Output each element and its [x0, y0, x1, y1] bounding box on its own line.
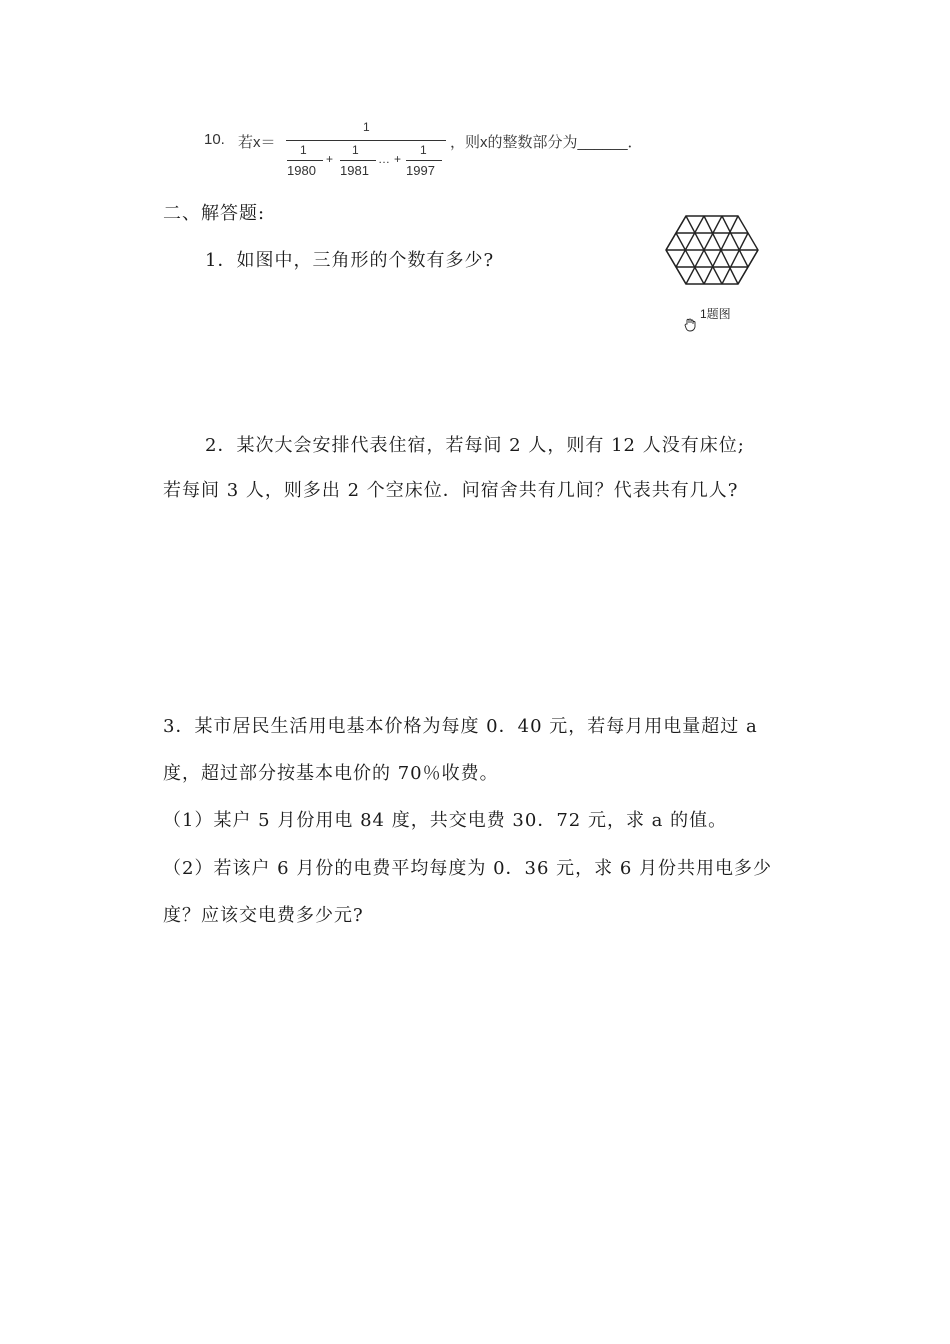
term-2-bar	[340, 160, 376, 161]
term-1-denominator: 1980	[287, 163, 316, 178]
figure-caption: 1题图	[700, 307, 731, 321]
problem-3-line-1: 3．某市居民生活用电基本价格为每度 0．40 元，若每月用电量超过 a	[163, 716, 758, 737]
fraction-lhs: 若x＝	[238, 134, 276, 151]
fraction-numerator: 1	[363, 120, 370, 134]
term-2-denominator: 1981	[340, 163, 369, 178]
ellipsis: …	[378, 152, 390, 166]
hand-cursor-icon	[684, 318, 696, 332]
question-number: 10.	[204, 131, 225, 148]
problem-2-line-2: 若每间 3 人，则多出 2 个空床位．问宿舍共有几间？代表共有几人?	[163, 480, 739, 501]
term-2-numerator: 1	[352, 143, 359, 157]
main-fraction-bar	[286, 140, 446, 141]
plus-sign: +	[394, 152, 402, 166]
term-1-numerator: 1	[300, 143, 307, 157]
term-3-bar	[406, 160, 442, 161]
term-3-denominator: 1997	[406, 163, 435, 178]
question-10-tail: ，则x的整数部分为______．	[450, 134, 643, 151]
problem-3-part-2-line-1: （2）若该户 6 月份的电费平均每度为 0．36 元，求 6 月份共用电多少	[163, 858, 773, 879]
term-3-numerator: 1	[420, 143, 427, 157]
plus-sign: +	[326, 152, 334, 166]
section-heading: 二、解答题:	[163, 203, 266, 224]
term-1-bar	[287, 160, 323, 161]
problem-2-line-1: 2．某次大会安排代表住宿，若每间 2 人，则有 12 人没有床位;	[205, 435, 745, 456]
triangle-grid-figure	[664, 214, 760, 286]
problem-3-part-1: （1）某户 5 月份用电 84 度，共交电费 30．72 元，求 a 的值。	[163, 810, 728, 831]
problem-3-part-2-line-2: 度？应该交电费多少元?	[163, 905, 364, 926]
problem-1-text: 1．如图中，三角形的个数有多少?	[205, 250, 495, 271]
problem-3-line-2: 度，超过部分按基本电价的 70％收费。	[163, 763, 499, 784]
